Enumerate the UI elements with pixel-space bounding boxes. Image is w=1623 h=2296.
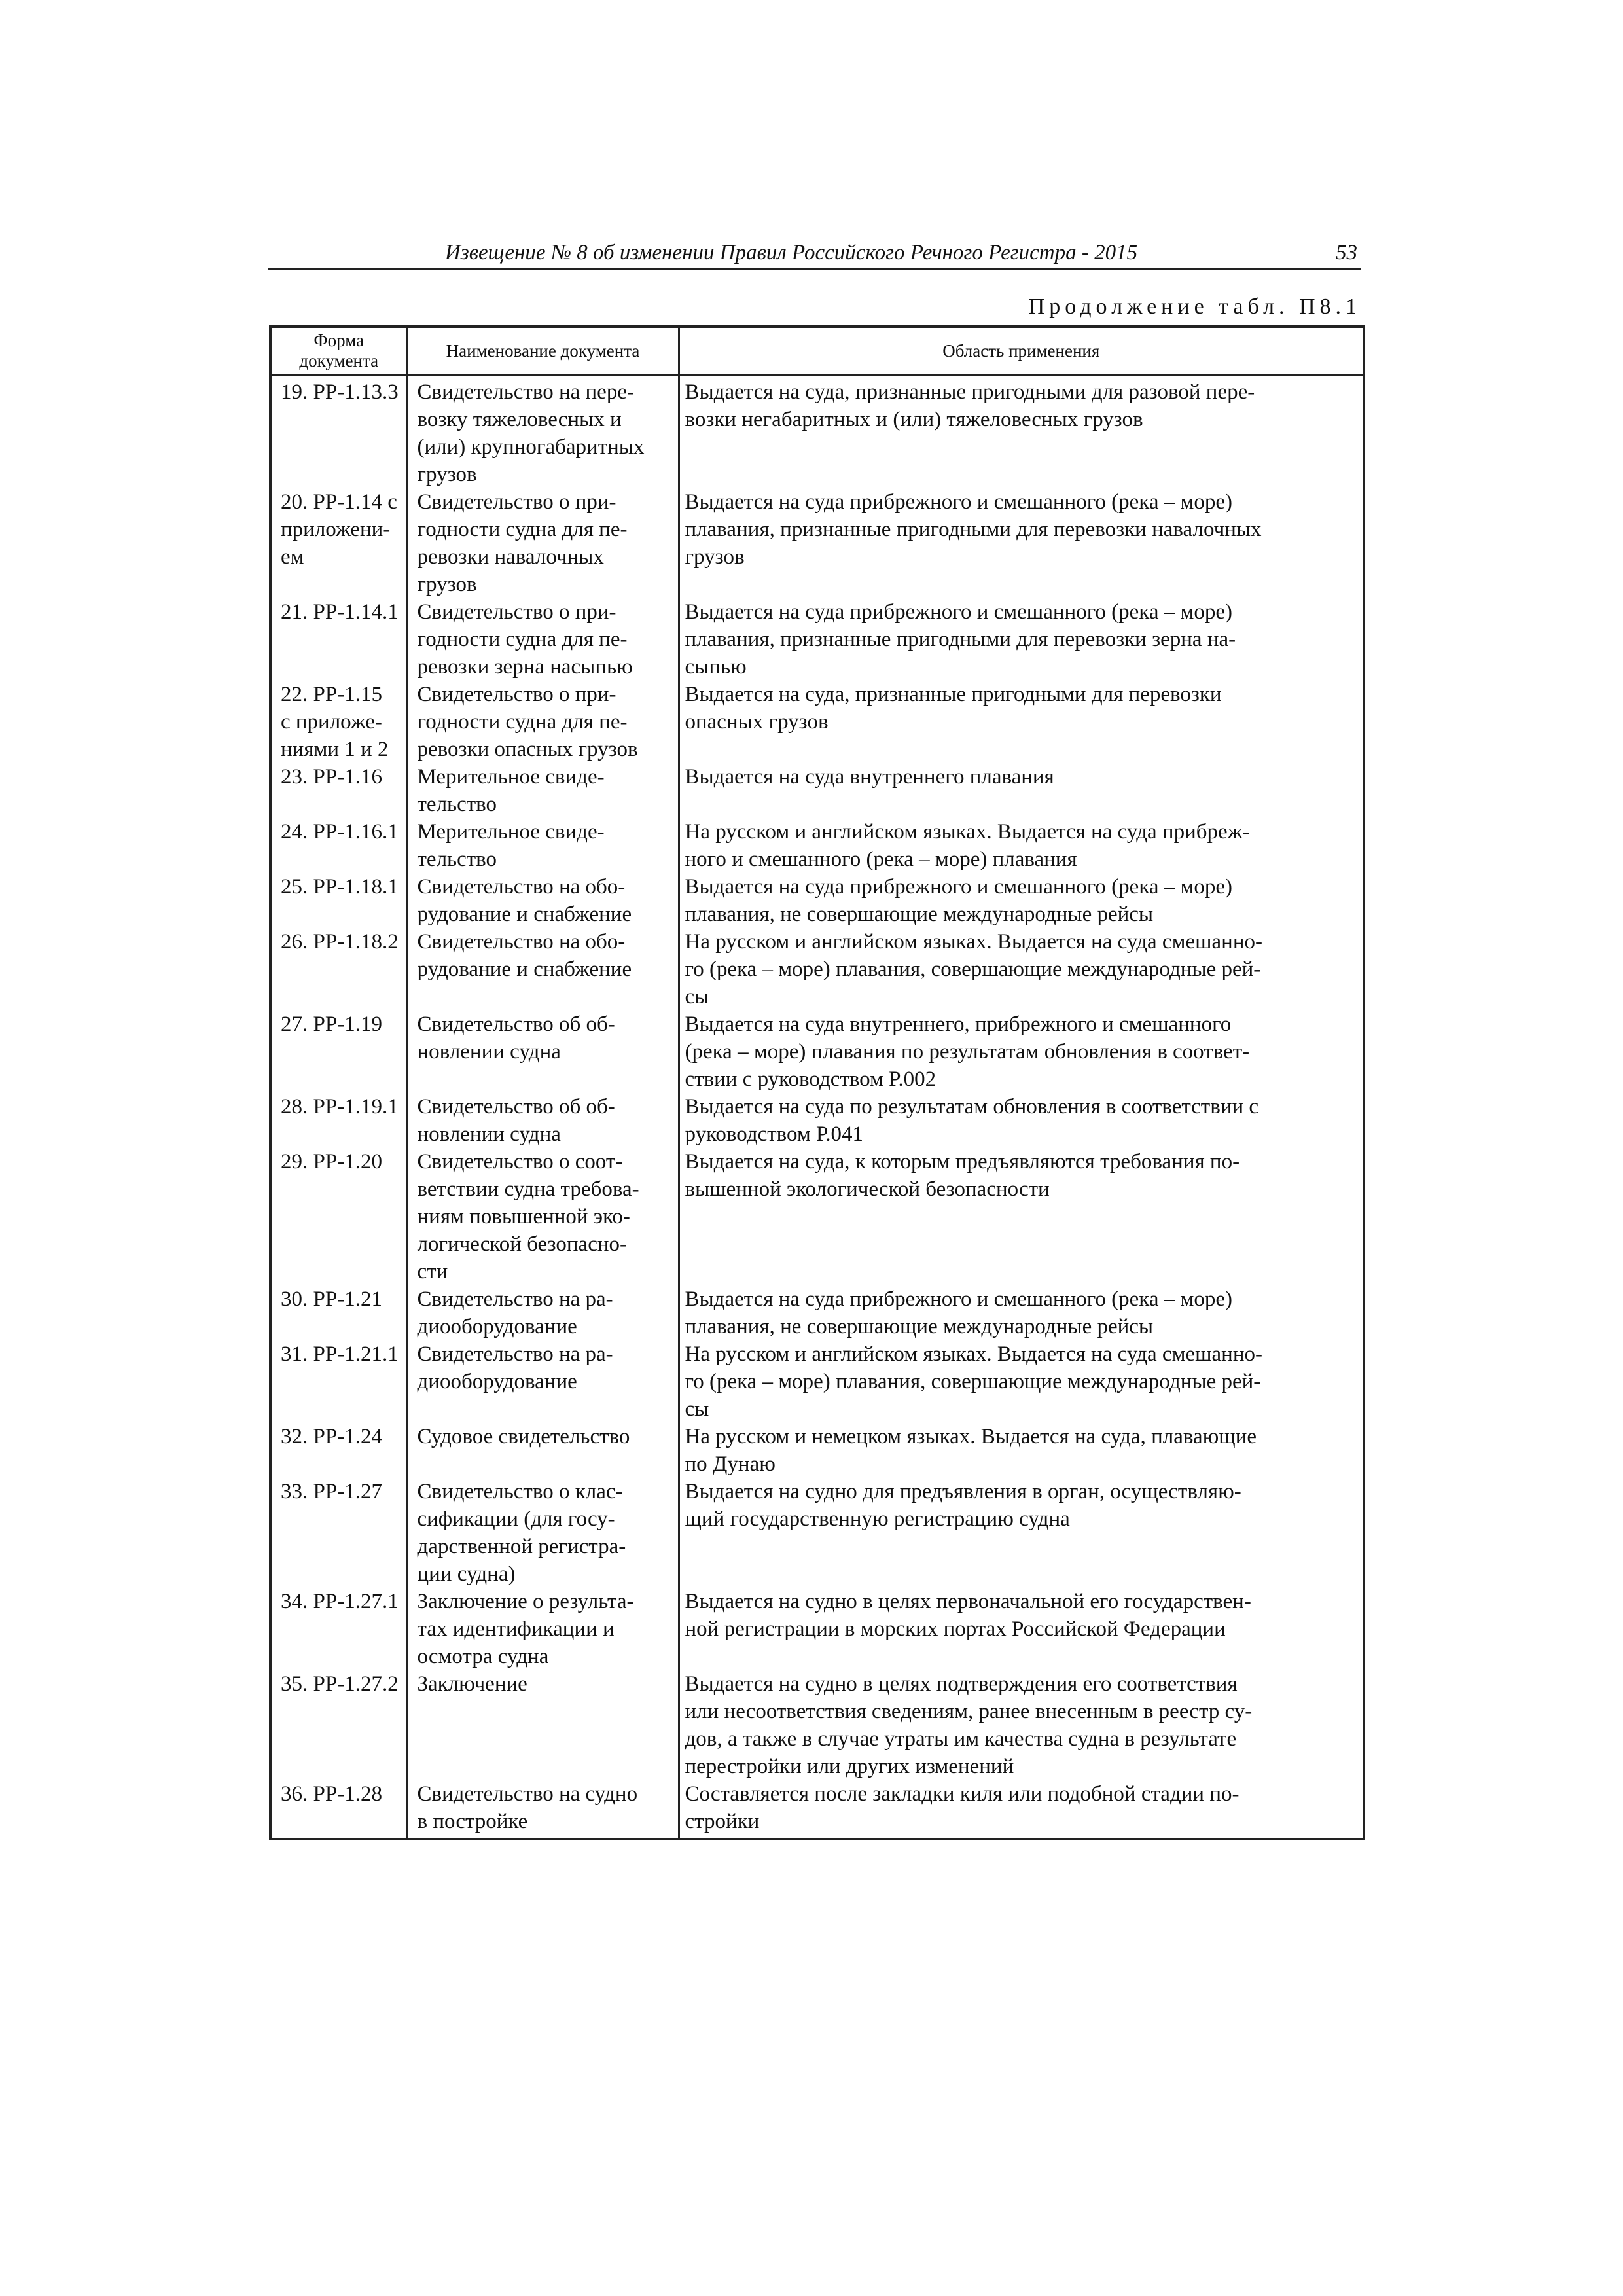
table-row (270, 1093, 1364, 1148)
table-row (270, 375, 1364, 489)
table-row (270, 488, 1364, 598)
table-row (270, 1011, 1364, 1093)
running-header (268, 241, 1361, 270)
name-cell: Свидетельство об об- новлении судна (407, 1093, 679, 1148)
header-title: Извещение № 8 об изменении Правил Российского Речного Регистра - 2015 (445, 241, 1138, 264)
scope-cell: На русском и английском языках. Выдается на суда прибреж- ного и смешанного (река – море) плавания (679, 818, 1364, 873)
form-cell: 33. РР-1.27 (270, 1478, 407, 1588)
name-cell: Свидетельство на судно в постройке (407, 1780, 679, 1839)
name-cell: Свидетельство на обо- рудование и снабжение (407, 928, 679, 1011)
table-row (270, 1780, 1364, 1839)
scope-cell: Выдается на суда, признанные пригодными для перевозки опасных грузов (679, 681, 1364, 763)
table-row (270, 1285, 1364, 1340)
form-cell: 34. РР-1.27.1 (270, 1588, 407, 1670)
table-row (270, 763, 1364, 818)
table-row (270, 1340, 1364, 1423)
table-row (270, 681, 1364, 763)
form-cell: 20. РР-1.14 с приложени- ем (270, 488, 407, 598)
form-cell: 29. РР-1.20 (270, 1148, 407, 1285)
name-cell: Свидетельство о при- годности судна для пе- ревозки опасных грузов (407, 681, 679, 763)
column-header-form: Форма документа (270, 327, 407, 375)
scope-cell: Выдается на судно в целях подтверждения его соответствия или несоответствия сведениям, ранее внесенным в реестр су- дов, а также в случае утраты им качества судна в результате перестройки или других изменений (679, 1670, 1364, 1780)
scope-cell: Выдается на суда прибрежного и смешанного (река – море) плавания, не совершающие международные рейсы (679, 873, 1364, 928)
documents-table (269, 325, 1365, 1840)
name-cell: Свидетельство на ра- диооборудование (407, 1340, 679, 1423)
name-cell: Свидетельство об об- новлении судна (407, 1011, 679, 1093)
name-cell: Заключение о результа- тах идентификации и осмотра судна (407, 1588, 679, 1670)
name-cell: Свидетельство о при- годности судна для пе- ревозки зерна насыпью (407, 598, 679, 681)
name-cell: Свидетельство на ра- диооборудование (407, 1285, 679, 1340)
scope-cell: На русском и немецком языках. Выдается на суда, плавающие по Дунаю (679, 1423, 1364, 1478)
form-cell: 30. РР-1.21 (270, 1285, 407, 1340)
name-cell: Мерительное свиде- тельство (407, 818, 679, 873)
form-cell: 32. РР-1.24 (270, 1423, 407, 1478)
name-cell: Заключение (407, 1670, 679, 1780)
form-cell: 31. РР-1.21.1 (270, 1340, 407, 1423)
form-cell: 25. РР-1.18.1 (270, 873, 407, 928)
scope-cell: Составляется после закладки киля или подобной стадии по- стройки (679, 1780, 1364, 1839)
scope-cell: Выдается на суда прибрежного и смешанного (река – море) плавания, признанные пригодными для перевозки зерна на- сыпью (679, 598, 1364, 681)
name-cell: Свидетельство о клас- сификации (для госу- дарственной регистра- ции судна) (407, 1478, 679, 1588)
scope-cell: Выдается на суда внутреннего, прибрежного и смешанного (река – море) плавания по результатам обновления в соответ- ствии с руководством Р.002 (679, 1011, 1364, 1093)
table-row (270, 1670, 1364, 1780)
name-cell: Судовое свидетельство (407, 1423, 679, 1478)
scope-cell: Выдается на суда, признанные пригодными для разовой пере- возки негабаритных и (или) тяжеловесных грузов (679, 375, 1364, 489)
form-cell: 35. РР-1.27.2 (270, 1670, 407, 1780)
name-cell: Мерительное свиде- тельство (407, 763, 679, 818)
form-cell: 36. РР-1.28 (270, 1780, 407, 1839)
scope-cell: Выдается на суда прибрежного и смешанного (река – море) плавания, не совершающие международные рейсы (679, 1285, 1364, 1340)
form-cell: 21. РР-1.14.1 (270, 598, 407, 681)
scope-cell: Выдается на судно для предъявления в орган, осуществляю- щий государственную регистрацию судна (679, 1478, 1364, 1588)
form-cell: 23. РР-1.16 (270, 763, 407, 818)
column-header-name: Наименование документа (407, 327, 679, 375)
table-row (270, 818, 1364, 873)
form-cell: 28. РР-1.19.1 (270, 1093, 407, 1148)
table-header-row (270, 327, 1364, 375)
column-header-scope: Область применения (679, 327, 1364, 375)
scope-cell: Выдается на суда, к которым предъявляются требования по- вышенной экологической безопасности (679, 1148, 1364, 1285)
table-row (270, 873, 1364, 928)
form-cell: 24. РР-1.16.1 (270, 818, 407, 873)
form-cell: 27. РР-1.19 (270, 1011, 407, 1093)
table-row (270, 1148, 1364, 1285)
table-row (270, 1478, 1364, 1588)
table-caption: Продолжение табл. П8.1 (1028, 295, 1361, 319)
scope-cell: На русском и английском языках. Выдается на суда смешанно- го (река – море) плавания, совершающие международные рей- сы (679, 1340, 1364, 1423)
name-cell: Свидетельство на обо- рудование и снабжение (407, 873, 679, 928)
form-cell: 19. РР-1.13.3 (270, 375, 407, 489)
name-cell: Свидетельство на пере- возку тяжеловесных и (или) крупногабаритных грузов (407, 375, 679, 489)
table-row (270, 928, 1364, 1011)
name-cell: Свидетельство о соот- ветствии судна требова- ниям повышенной эко- логической безопасно- сти (407, 1148, 679, 1285)
scope-cell: Выдается на суда прибрежного и смешанного (река – море) плавания, признанные пригодными для перевозки навалочных грузов (679, 488, 1364, 598)
table-row (270, 598, 1364, 681)
scope-cell: На русском и английском языках. Выдается на суда смешанно- го (река – море) плавания, совершающие международные рей- сы (679, 928, 1364, 1011)
table-body (270, 375, 1364, 1840)
table-row (270, 1423, 1364, 1478)
form-cell: 22. РР-1.15 с приложе- ниями 1 и 2 (270, 681, 407, 763)
scope-cell: Выдается на суда внутреннего плавания (679, 763, 1364, 818)
table-row (270, 1588, 1364, 1670)
scope-cell: Выдается на суда по результатам обновления в соответствии с руководством Р.041 (679, 1093, 1364, 1148)
form-cell: 26. РР-1.18.2 (270, 928, 407, 1011)
page-number: 53 (1336, 241, 1357, 264)
name-cell: Свидетельство о при- годности судна для пе- ревозки навалочных грузов (407, 488, 679, 598)
scope-cell: Выдается на судно в целях первоначальной его государствен- ной регистрации в морских портах Российской Федерации (679, 1588, 1364, 1670)
